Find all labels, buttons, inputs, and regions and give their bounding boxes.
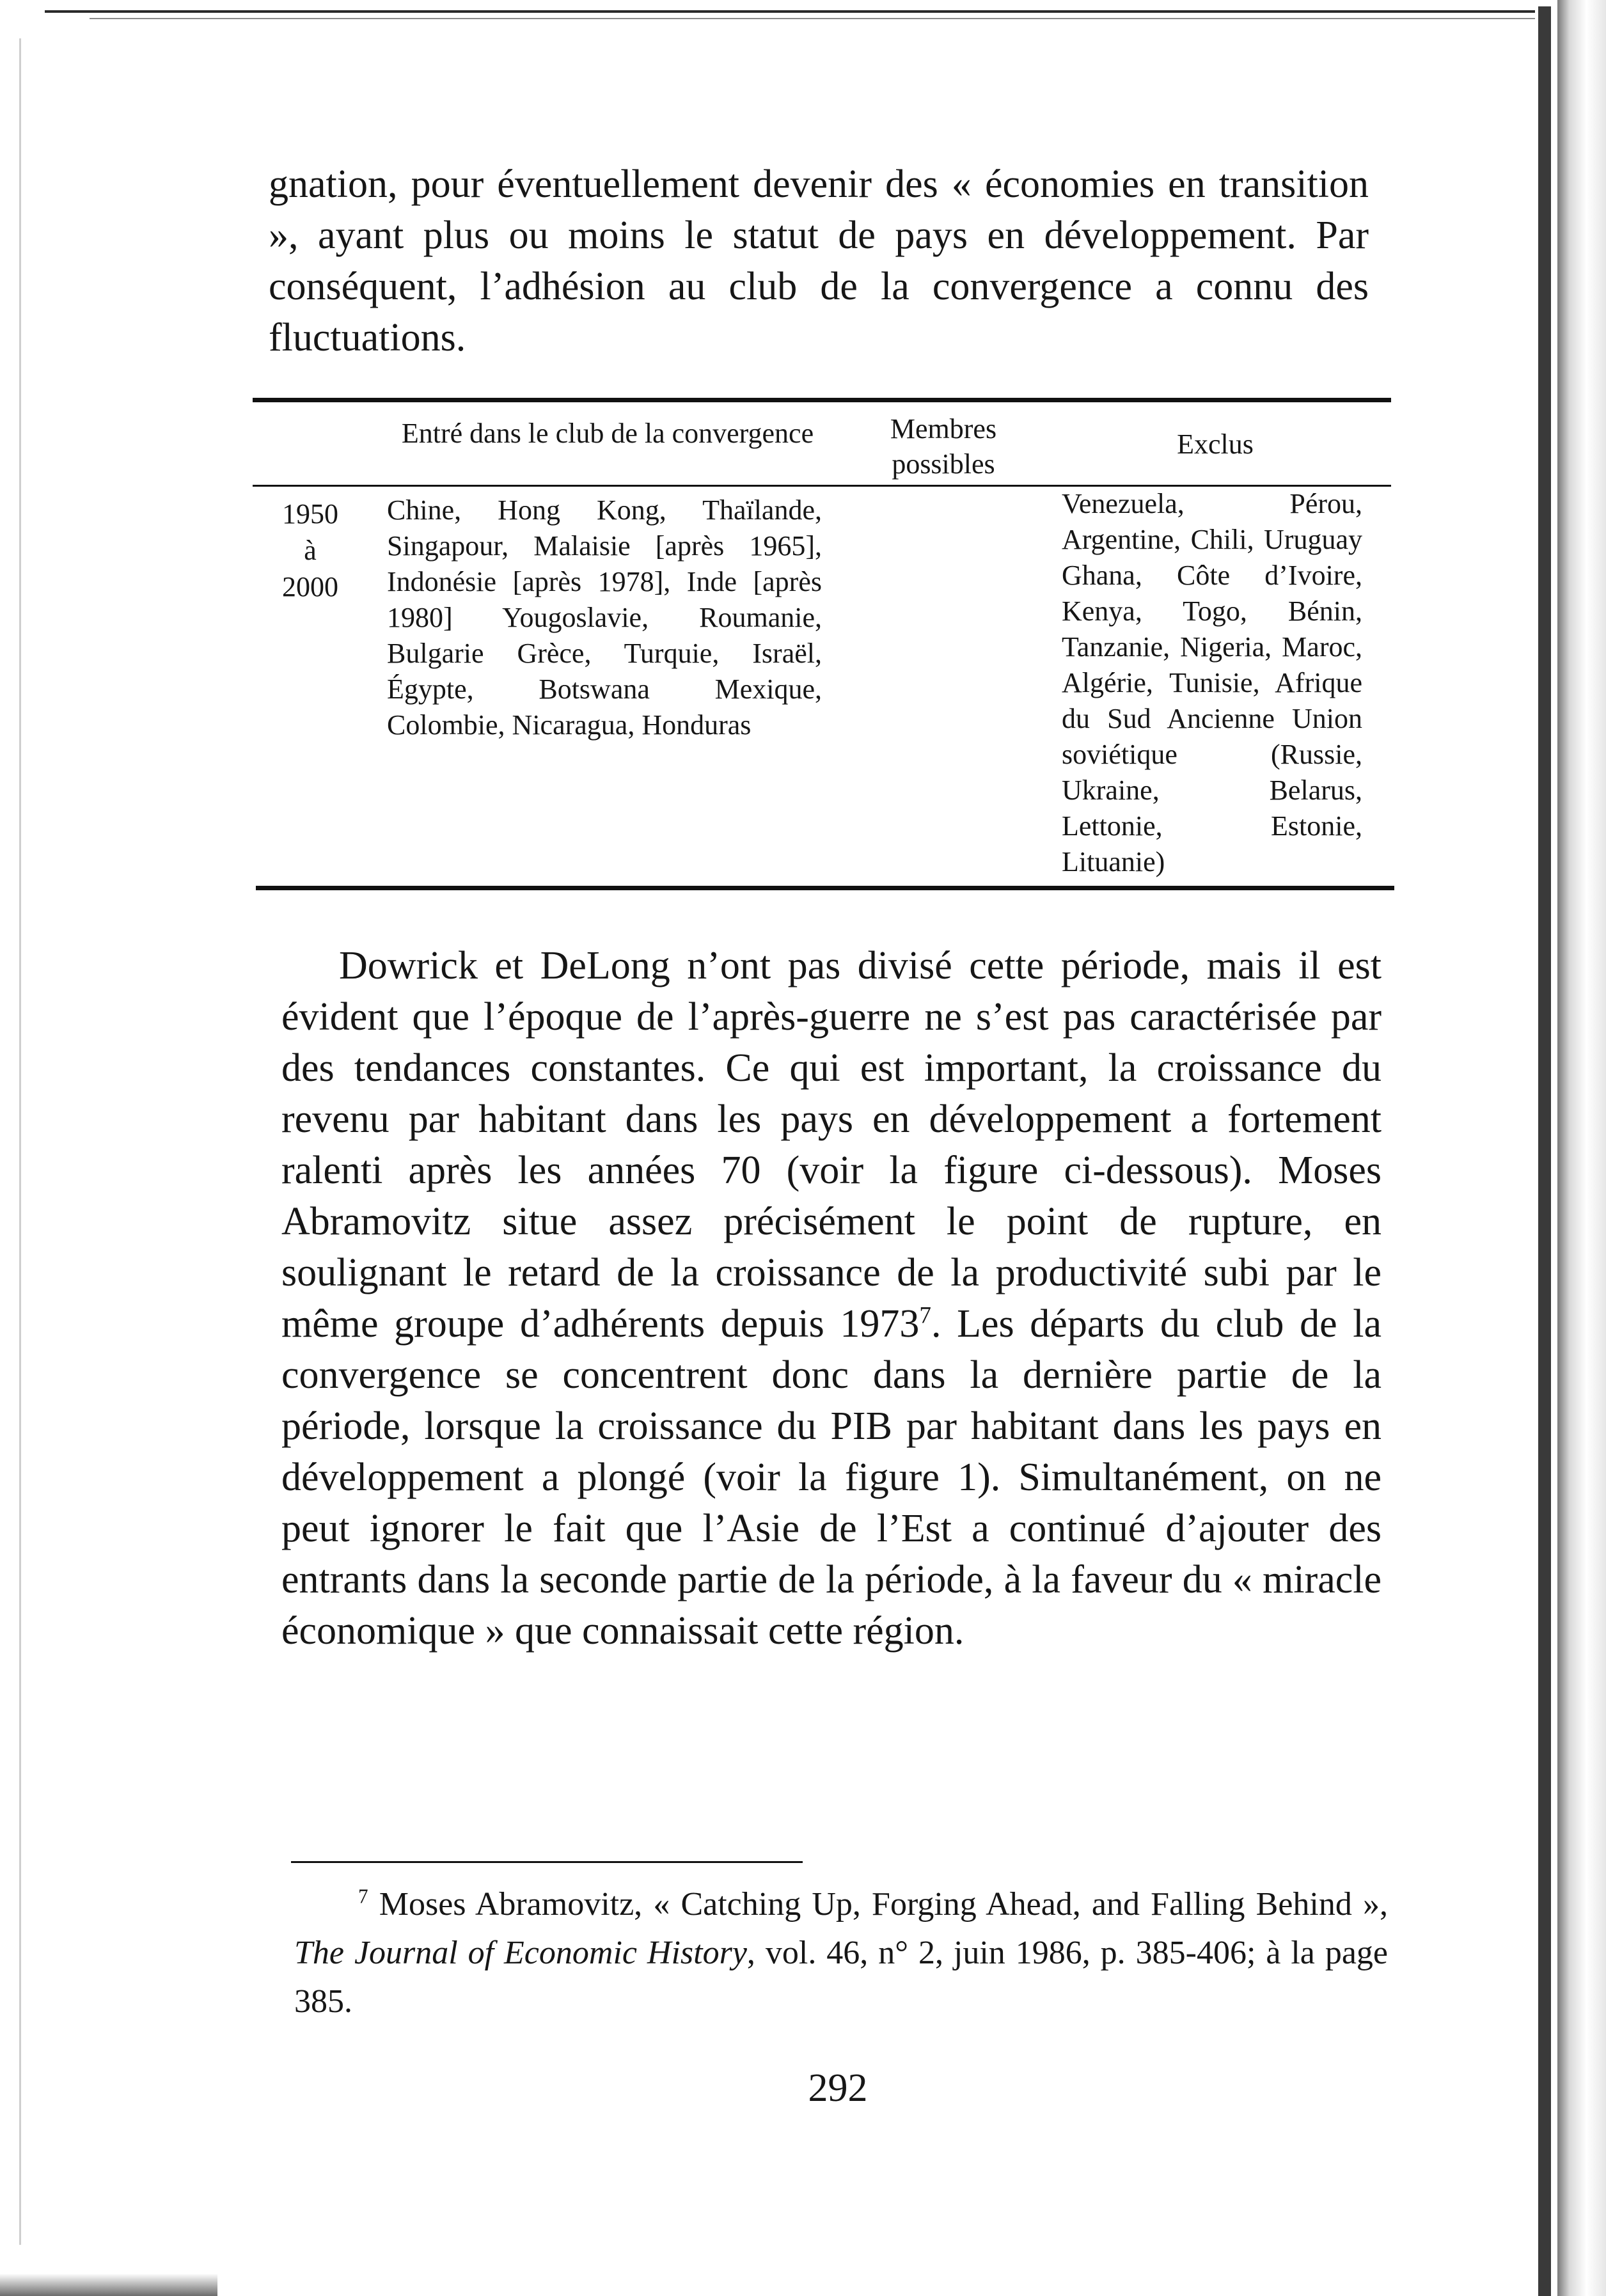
footnote-text: Moses Abramovitz, « Catching Up, Forging Ahead, and Falling Behind », [379, 1886, 1389, 1923]
book-binding-edge [1538, 6, 1551, 2296]
period-separator: à [304, 535, 317, 566]
cell-entered-countries: Chine, Hong Kong, Thaïlande, Singapour, Malaisie [après 1965], Indonésie [après 1978], Inde [après 1980] Yougoslavie, Roumanie, Bulgarie Grèce, Turquie, Israël, Égypte, Botswana Mexique, Colombie, Nicaragua, Honduras [387, 494, 822, 741]
cell-period [262, 496, 358, 605]
paragraph-main-text-after: . Les départs du club de la convergence se concentrent donc dans la dernière partie de la période, lorsque la croissance du PIB par habitant dans les pays en développement a plongé (voir la figure 1). Simultanément, on ne peut ignorer le fait que l’Asie de l’Est a continué d’ajouter des entrants dans la seconde partie de la période, à la faveur du « miracle économique » que connaissait cette région. [281, 1302, 1382, 1653]
period-start: 1950 [282, 498, 338, 530]
scan-left-edge [19, 38, 21, 2245]
table-bottom-rule [256, 886, 1394, 890]
header-possible-members: Membres possibles [890, 413, 997, 480]
header-excluded: Exclus [1177, 429, 1254, 460]
period-end: 2000 [282, 571, 338, 602]
scan-top-edge-faint [90, 18, 1535, 19]
footnote-text-after: , vol. 46, n° 2, juin 1986, p. 385-406; à la page 385. [294, 1935, 1388, 2020]
cell-excluded-countries: Venezuela, Pérou, Argentine, Chili, Uruguay Ghana, Côte d’Ivoire, Kenya, Togo, Bénin, Tanzanie, Nigeria, Maroc, Algérie, Tunisie, Afrique du Sud Ancienne Union soviétique (Russie, Ukraine, Belarus, Lettonie, Estonie, Lituanie) [1062, 488, 1362, 877]
book-binding-shadow [1557, 0, 1606, 2296]
footnote [294, 1880, 1388, 2026]
footnote-separator [291, 1861, 803, 1863]
scan-corner-shadow [0, 2274, 217, 2296]
footnote-number: 7 [358, 1885, 368, 1908]
paragraph-main [281, 940, 1382, 1656]
footnote-reference: 7 [919, 1302, 931, 1329]
scan-top-edge [45, 10, 1535, 13]
page-number: 292 [808, 2066, 868, 2110]
footnote-journal-title: The Journal of Economic History [294, 1935, 747, 1971]
header-entered: Entré dans le club de la convergence [401, 418, 814, 449]
paragraph-continued: gnation, pour éventuellement devenir des « économies en transition », ayant plus ou moins le statut de pays en développement. Par conséquent, l’adhésion au club de la convergence a connu des fluctuations. [269, 162, 1369, 359]
table-top-rule [253, 398, 1391, 402]
paragraph-main-text: Dowrick et DeLong n’ont pas divisé cette période, mais il est évident que l’époque de l’après-guerre ne s’est pas caractérisée par des tendances constantes. Ce qui est important, la croissance du revenu par habitant dans les pays en développement a fortement ralenti après les années 70 (voir la figure ci-dessous). Moses Abramovitz situe assez précisément le point de rupture, en soulignant le retard de la croissance de la productivité subi par le même groupe d’adhérents depuis 1973 [281, 944, 1382, 1346]
